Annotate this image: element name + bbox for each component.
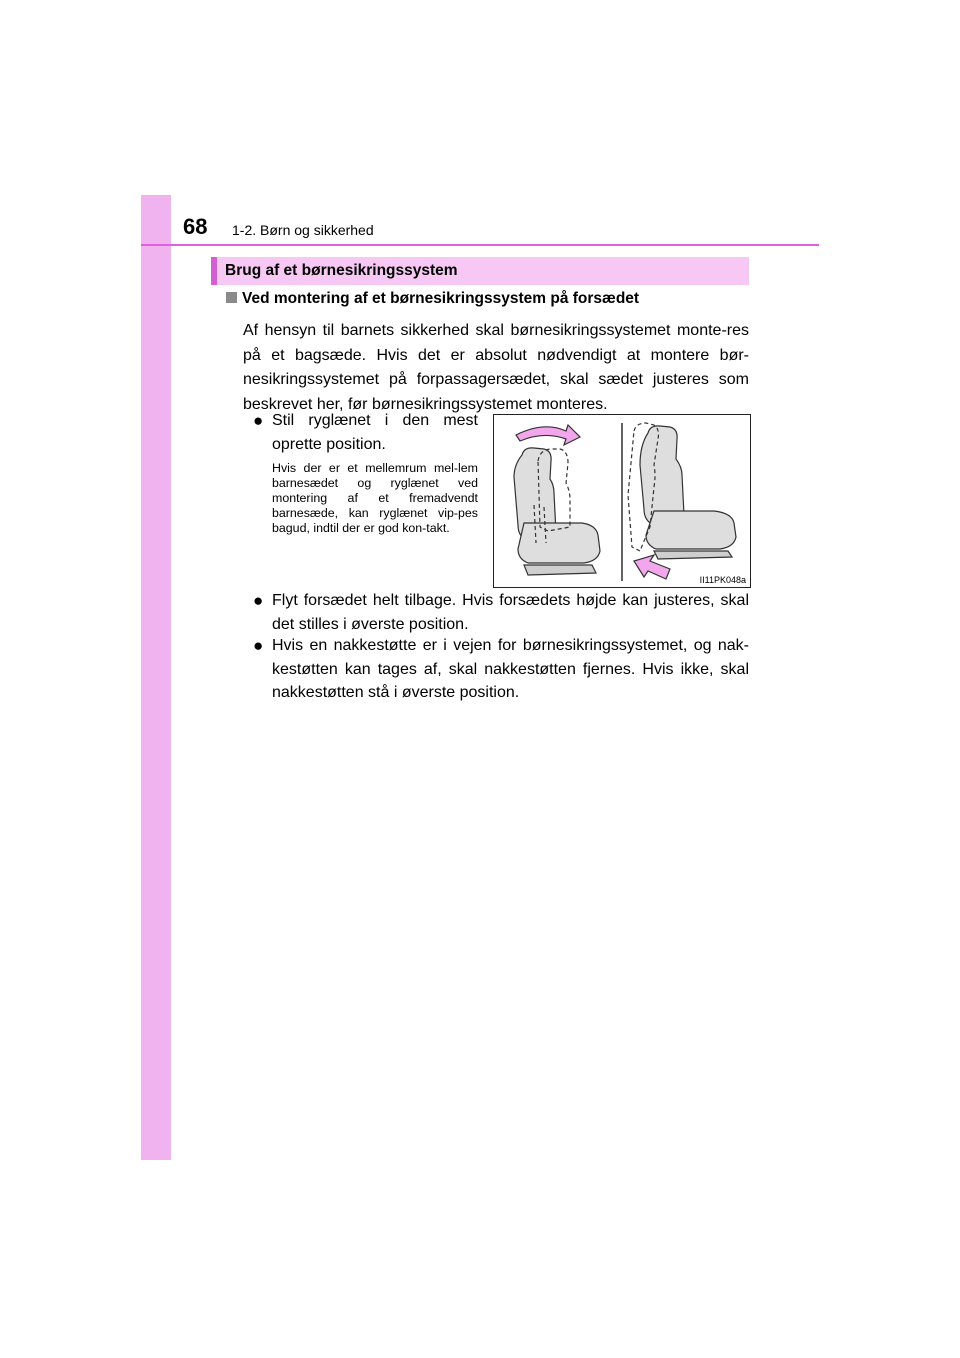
bullet-text: Stil ryglænet i den mest oprette position. <box>272 412 478 453</box>
bullet-text: Hvis en nakkestøtte er i vejen for børnesikringssystemet, og nak-kestøtten kan tages af, skal nakkestøtten fjernes. Hvis ikke, skal nakkestøtten stå i øverste position. <box>272 637 749 701</box>
subheading-text: Ved montering af et børnesikringssystem på forsædet <box>242 290 640 307</box>
section-accent <box>211 257 217 285</box>
seat-drawing <box>494 415 750 587</box>
seat-illustration <box>493 414 751 588</box>
bullet-dot-icon: ● <box>253 636 264 655</box>
square-bullet-icon <box>226 292 237 303</box>
side-tab-strip <box>141 195 171 1160</box>
figure-code: II11PK048a <box>699 575 746 585</box>
bullet-dot-icon: ● <box>253 591 264 610</box>
header-rule <box>141 244 819 246</box>
bullet-note: Hvis der er et mellemrum mel-lem barnesædet og ryglænet ved montering af et fremadvendt barnesæde, kan ryglænet vip-pes bagud, indtil der er god kon-takt. <box>272 461 478 535</box>
right-seat <box>640 426 736 559</box>
subheading <box>226 290 639 308</box>
bullet-item-1 <box>253 409 478 456</box>
recline-arrow <box>516 425 580 445</box>
bullet-item-3 <box>253 634 749 705</box>
bullet-dot-icon: ● <box>253 411 264 430</box>
intro-paragraph: Af hensyn til barnets sikkerhed skal børnesikringssystemet monte-res på et bagsæde. Hvis det er absolut nødvendigt at montere bør-nesikringssystemet på forpassagersædet, skal sædet justeres som beskrevet her, før børnesikringssystemet monteres. <box>243 322 749 413</box>
section-header <box>211 257 749 285</box>
chapter-title: 1-2. Børn og sikkerhed <box>232 222 374 238</box>
bullet-text: Flyt forsædet helt tilbage. Hvis forsædets højde kan justeres, skal det stilles i øverste position. <box>272 592 749 633</box>
section-title: Brug af et børnesikringssystem <box>225 262 458 279</box>
bullet-item-2 <box>253 589 749 636</box>
page-number: 68 <box>183 214 208 239</box>
left-seat <box>514 448 600 575</box>
